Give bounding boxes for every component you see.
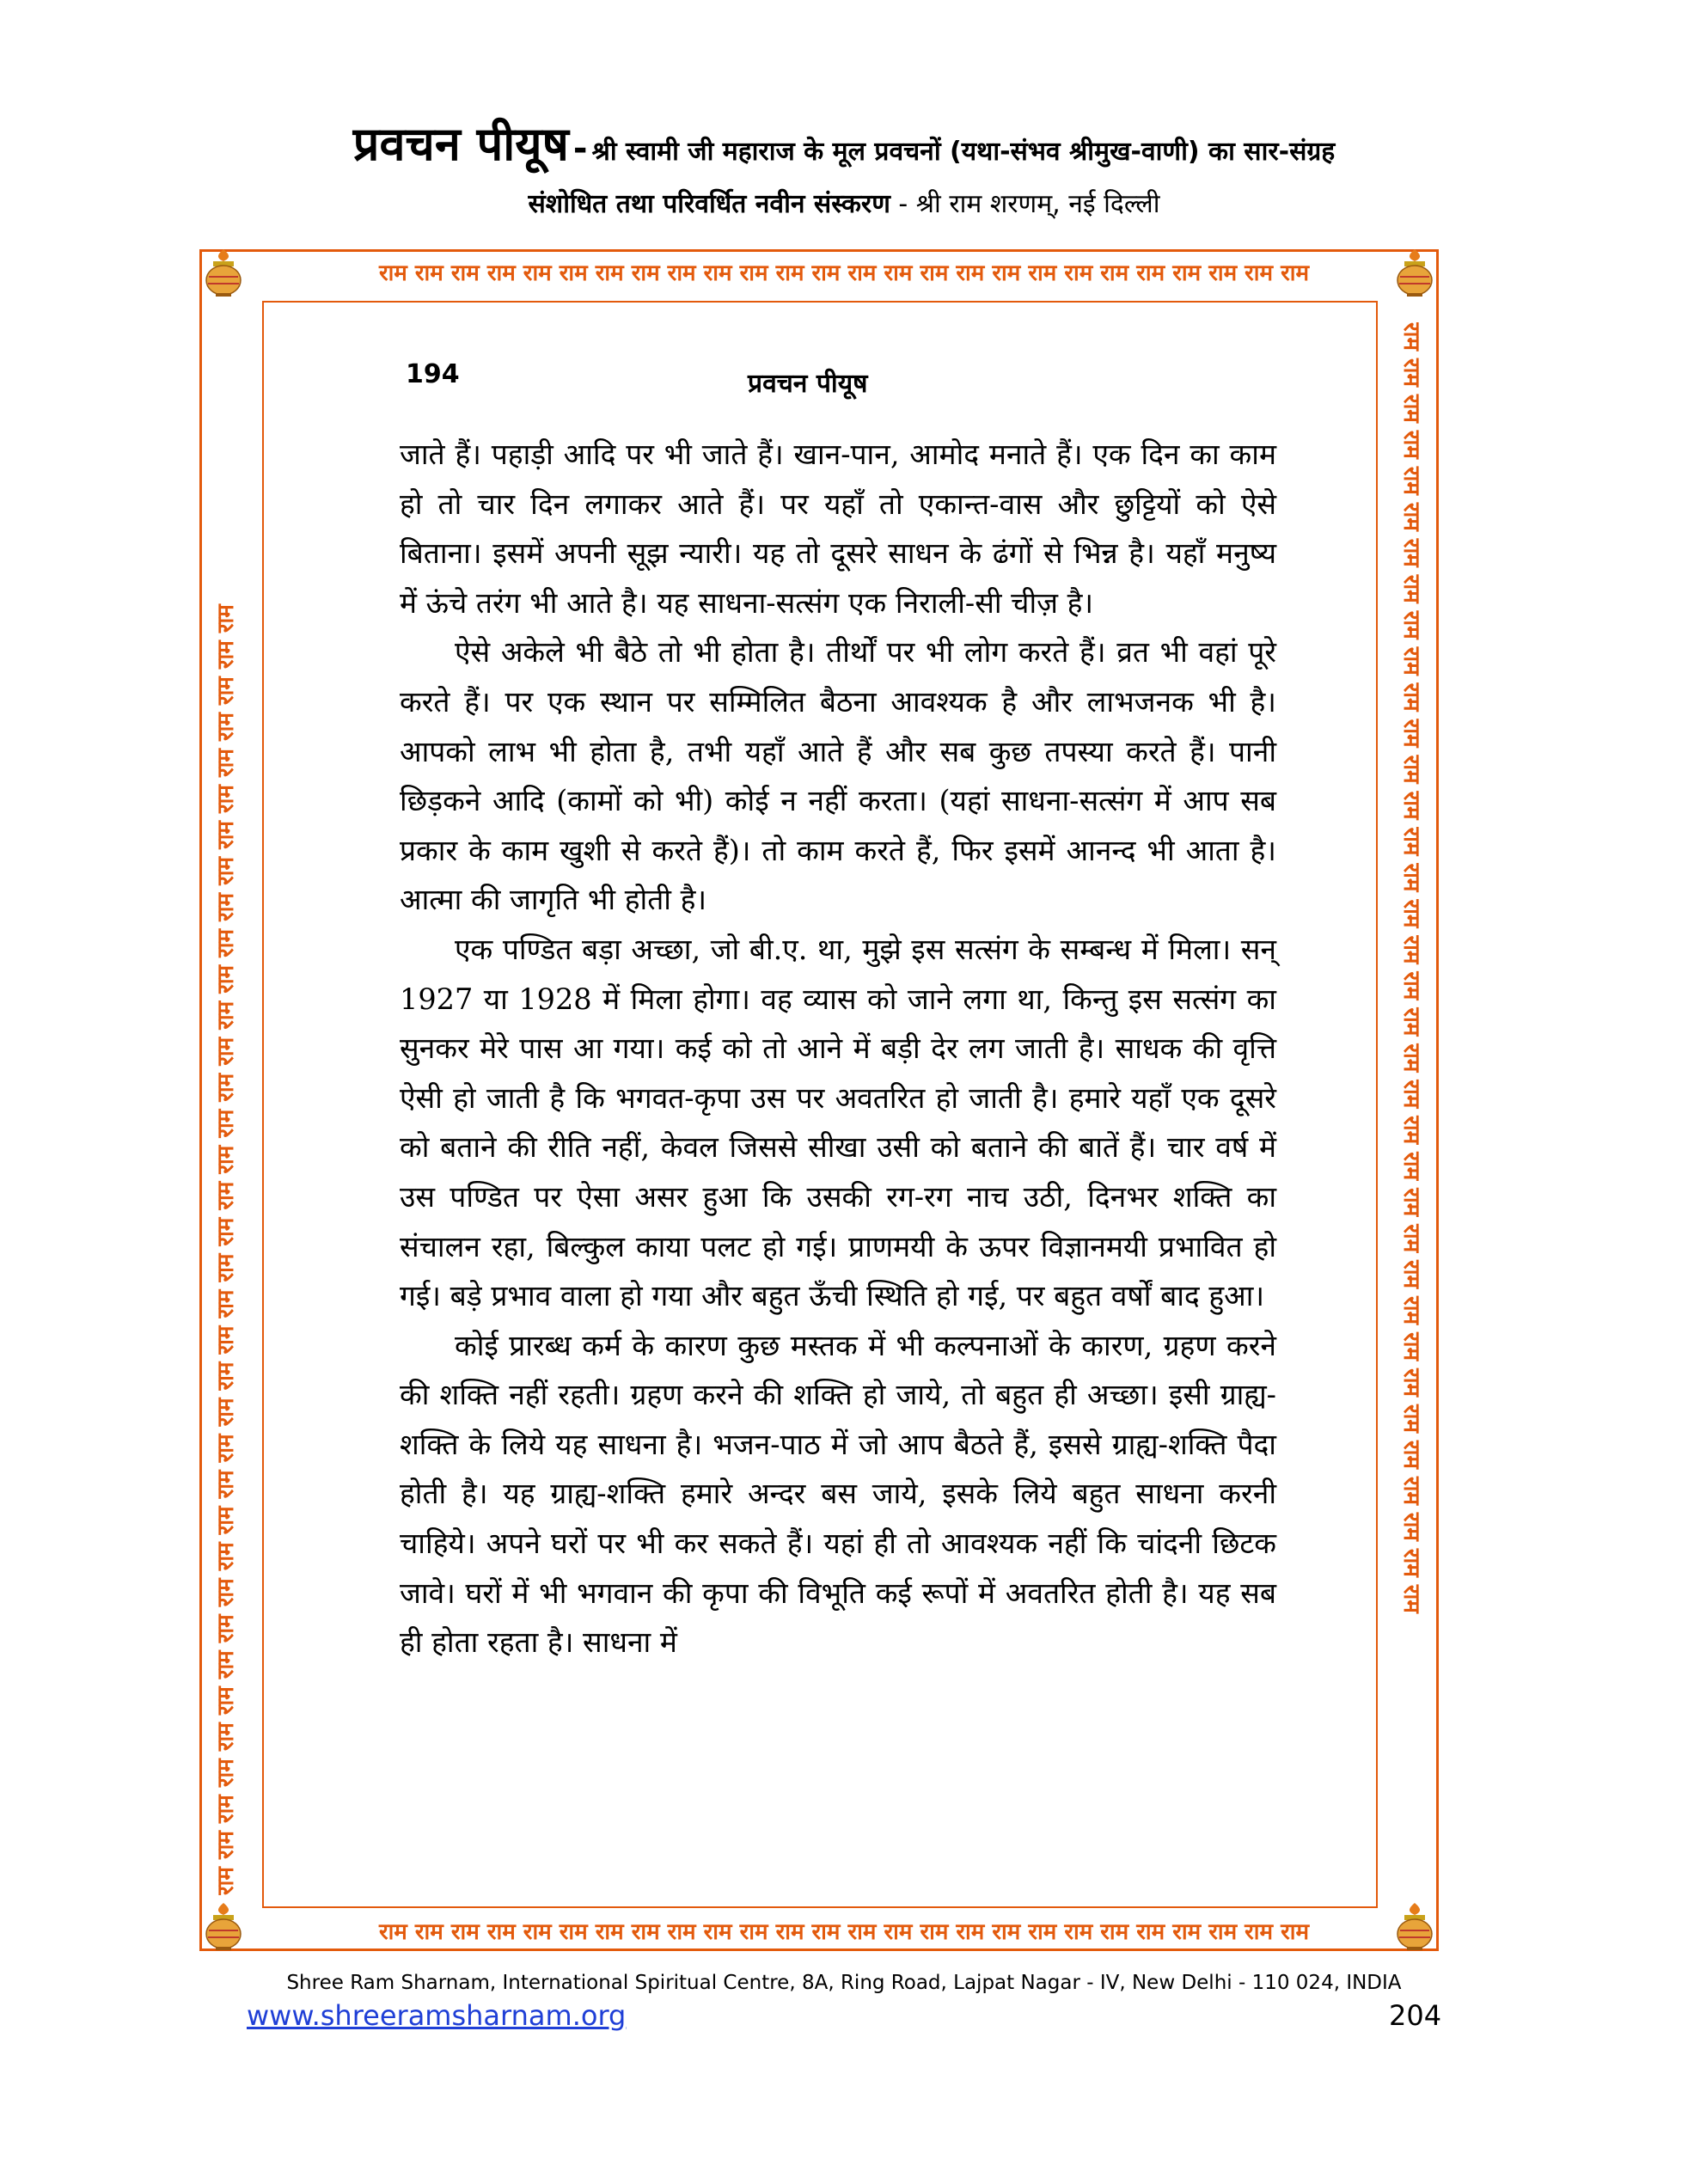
kalash-pot-icon [197,1900,250,1953]
title-dash: - [572,129,588,168]
book-page-number: 194 [406,359,460,389]
pdf-page-number: 204 [1389,1999,1442,2032]
document-header [0,110,1688,174]
paragraph: एक पण्डित बड़ा अच्छा, जो बी.ए. था, मुझे इस सत्संग के सम्बन्ध में मिला। सन् 1927 या 1928 में मिला होगा। वह व्यास को जाने लगा था, किन्तु इस सत्संग का सुनकर मेरे पास आ गया। कई को तो आने में बड़ी देर लग जाती है। साधक की वृत्ति ऐसी हो जाती है कि भगवत-कृपा उस पर अवतरित हो जाती है। हमारे यहाँ एक दूसरे को बताने की रीति नहीं, केवल जिससे सीखा उसी को बताने की बातें हैं। चार वर्ष में उस पण्डित पर ऐसा असर हुआ कि उसकी रग-रग नाच उठी, दिनभर शक्ति का संचालन रहा, बिल्कुल काया पलट हो गई। प्राणमयी के ऊपर विज्ञानमयी प्रभावित हो गई। बड़े प्रभाव वाला हो गया और बहुत ऊँची स्थिति हो गई, पर बहुत वर्षों बाद हुआ। [400,932,1276,1313]
border-bottom-ram-row: राम राम राम राम राम राम राम राम राम राम राम राम राम राम राम राम राम राम राम राम राम राम राम राम राम राम [378,1919,1310,1945]
paragraph: कोई प्रारब्ध कर्म के कारण कुछ मस्तक में भी कल्पनाओं के कारण, ग्रहण करने की शक्ति नहीं रहती। ग्रहण करने की शक्ति हो जाये, तो बहुत ही अच्छा। इसी ग्राह्य-शक्ति के लिये यह साधना है। भजन-पाठ में जो आप बैठते हैं, इससे ग्राह्य-शक्ति पैदा होती है। यह ग्राह्य-शक्ति हमारे अन्दर बस जाये, इसके लिये बहुत साधना करनी चाहिये। अपने घरों पर भी कर सकते हैं। यहां ही तो आवश्यक नहीं कि चांदनी छिटक जावे। घरों में भी भगवान की कृपा की विभूति कई रूपों में अवतरित होती है। यह सब ही होता रहता है। साधना में [400,1328,1276,1660]
kalash-pot-icon [1388,246,1441,299]
border-right-ram-column: राम राम राम राम राम राम राम राम राम राम राम राम राम राम राम राम राम राम राम राम राम राम राम राम राम राम राम राम राम राम राम राम राम राम राम राम [1398,322,1424,1613]
page-body [400,430,1276,1667]
border-left-ram-column: राम राम राम राम राम राम राम राम राम राम राम राम राम राम राम राम राम राम राम राम राम राम राम राम राम राम राम राम राम राम राम राम राम राम राम राम [213,604,239,1895]
paragraph: ऐसे अकेले भी बैठे तो भी होता है। तीर्थों पर भी लोग करते हैं। व्रत भी वहां पूरे करते हैं। पर एक स्थान पर सम्मिलित बैठना आवश्यक है और लाभजनक भी है। आपको लाभ भी होता है, तभी यहाँ आते हैं और सब कुछ तपस्या करते हैं। पानी छिड़कने आदि (कामों को भी) कोई न नहीं करता। (यहां साधना-सत्संग में आप सब प्रकार के काम खुशी से करते हैं)। तो काम करते हैं, फिर इसमें आनन्द भी आता है। आत्मा की जागृति भी होती है। [400,635,1276,917]
edition-publisher: - श्री राम शरणम्, नई दिल्ली [890,189,1160,219]
border-top-ram-row: राम राम राम राम राम राम राम राम राम राम राम राम राम राम राम राम राम राम राम राम राम राम राम राम राम राम [378,260,1310,286]
book-title: प्रवचन पीयूष [352,117,569,171]
book-subtitle: श्री स्वामी जी महाराज के मूल प्रवचनों (यथा-संभव श्रीमुख-वाणी) का सार-संग्रह [591,137,1336,167]
paragraph: जाते हैं। पहाड़ी आदि पर भी जाते हैं। खान-पान, आमोद मनाते हैं। एक दिन का काम हो तो चार दिन लगाकर आते हैं। पर यहाँ तो एकान्त-वास और छुट्टियों को ऐसे बिताना। इसमें अपनी सूझ न्यारी। यह तो दूसरे साधन के ढंगों से भिन्न है। यहाँ मनुष्य में ऊंचे तरंग भी आते है। यह साधना-सत्संग एक निराली-सी चीज़ है। [400,437,1276,620]
footer-address: Shree Ram Sharnam, International Spiritual Centre, 8A, Ring Road, Lajpat Nagar - IV, New Delhi - 110 024, INDIA [286,1972,1402,1994]
edition-label: संशोधित तथा परिवर्धित नवीन संस्करण [528,189,890,219]
kalash-pot-icon [197,246,250,299]
website-link[interactable]: www.shreeramsharnam.org [247,1999,627,2032]
edition-line [0,185,1688,220]
kalash-pot-icon [1388,1900,1441,1953]
running-title: प्रवचन पीयूष [748,369,868,399]
